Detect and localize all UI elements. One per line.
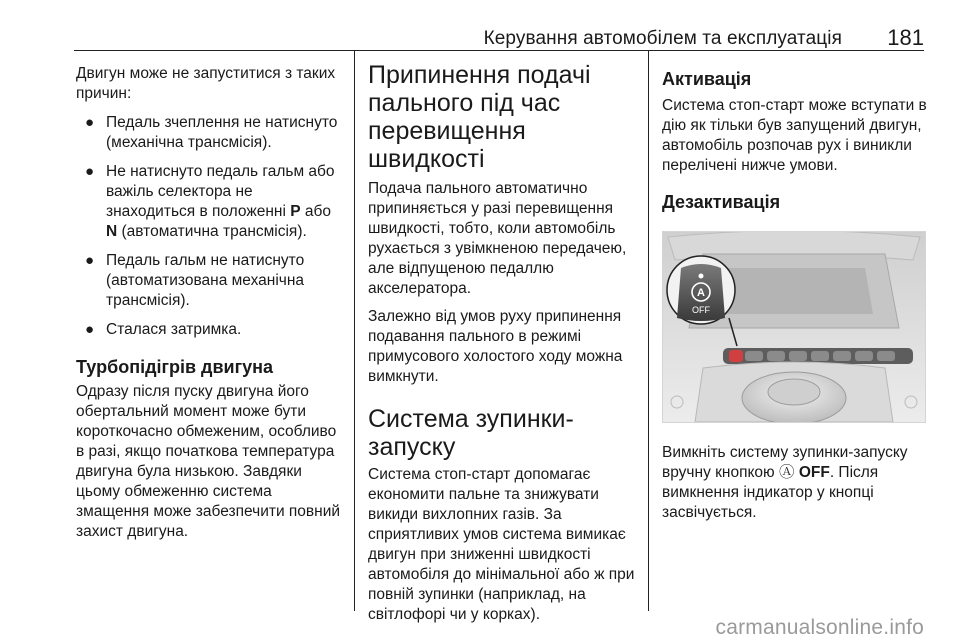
section-heading: Активація (662, 69, 752, 89)
auto-stop-icon: Ⓐ (778, 464, 795, 481)
svg-text:A: A (697, 287, 705, 299)
paragraph: Залежно від умов руху припинення подавання пального в режимі примусового холостого ходу можна вимкнути. (368, 308, 623, 385)
section-heading: Припинення подачі пального під час перевищення швидкості (368, 61, 591, 173)
column-divider (648, 51, 649, 611)
list-item: ● Сталася затримка. (85, 321, 242, 338)
reasons-list (76, 113, 344, 340)
section-heading: Дезактивація (662, 192, 781, 212)
header-rule (74, 50, 924, 51)
bullet-icon: ● (85, 114, 95, 131)
button-off-label: OFF (692, 305, 710, 315)
column-divider (354, 51, 355, 611)
console-illustration (663, 232, 925, 422)
paragraph: Подача пального автоматично припиняється у разі перевищення швидкості, тобто, коли автомобіль рухається з увімкненою передачею, але відпущеною педаллю акселератора. (368, 180, 627, 297)
intro-text: Двигун може не запуститися з таких причин: (76, 65, 336, 102)
page-number: 181 (887, 25, 924, 50)
list-item: ● Педаль гальм не натиснуто (автоматизована механічна трансмісія). (85, 252, 305, 309)
list-item: ● Педаль зчеплення не натиснуто (механічна трансмісія). (85, 114, 338, 151)
bullet-icon: ● (85, 321, 95, 338)
stop-start-button-photo (662, 231, 926, 423)
section-heading: Система зупинки-запуску (368, 405, 574, 461)
bullet-icon: ● (85, 252, 95, 269)
caption: Вимкніть систему зупинки-запуску вручну кнопкою Ⓐ OFF. Після вимкнення індикатор у кнопці засвічується. (662, 444, 908, 521)
section-text: Одразу після пуску двигуна його обертальний момент може бути короткочасно обмеженим, особливо в разі, якщо початкова температура двигуна була низькою. Завдяки цьому обмеженню система змащення може забезпечити повний захист двигуна. (76, 383, 341, 540)
column-2 (368, 61, 638, 625)
paragraph: Система стоп-старт може вступати в дію як тільки був запущений двигун, автомобіль розпочав рух і виникли перелічені нижче умови. (662, 97, 927, 174)
section-text: Система стоп-старт допомагає економити пальне та знижувати викиди вихлопних газів. За сприятливих умов система вимикає двигун при зниженні швидкості автомобіля до мінімальної або ж при повній зупинки (наприклад, на світлофорі чи у корках). (368, 466, 635, 623)
section-heading: Турбопідігрів двигуна (76, 357, 273, 377)
page-header-title: Керування автомобілем та експлуатація (483, 28, 842, 49)
column-1 (76, 64, 344, 542)
page-header (74, 24, 924, 52)
bullet-icon: ● (85, 163, 95, 180)
column-3 (662, 68, 930, 523)
list-item: ● Не натиснуто педаль гальм або важіль селектора не знаходиться в положенні P або N (автоматична трансмісія). (85, 163, 335, 240)
watermark: carmanualsonline.info (715, 616, 924, 639)
